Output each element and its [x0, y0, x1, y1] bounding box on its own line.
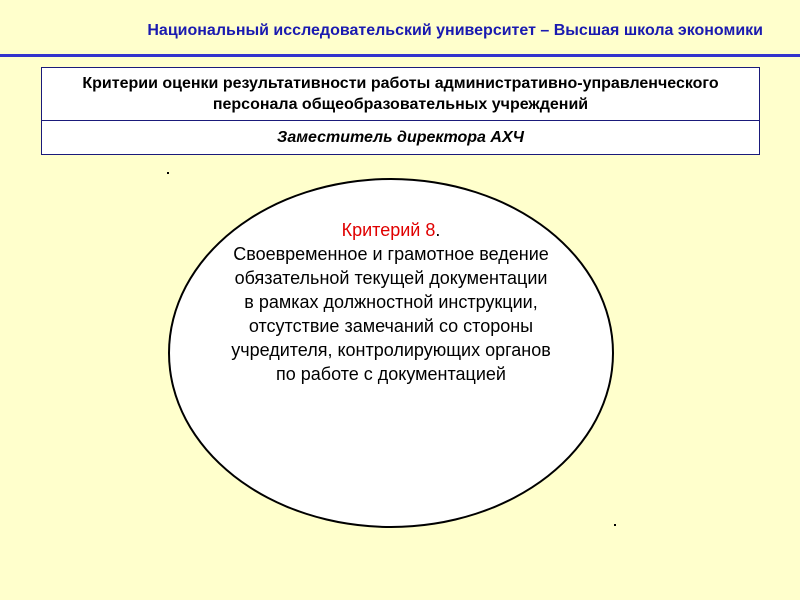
- header-title: Национальный исследовательский университет – Высшая школа экономики: [147, 22, 763, 39]
- criteria-box: [41, 67, 760, 155]
- position-subtitle: Заместитель директора АХЧ: [277, 129, 524, 146]
- header-divider: [0, 54, 800, 57]
- dot-marker: [167, 172, 169, 174]
- criterion-text: [230, 218, 552, 386]
- criteria-title: Критерии оценки результативности работы административно-управленческого персонала общеобразовательных учреждений: [42, 68, 759, 121]
- criterion-heading: Критерий 8: [341, 220, 436, 240]
- criterion-body: Своевременное и грамотное ведение обязательной текущей документации в рамках должностной инструкции, отсутствие замечаний со стороны учредителя, контролирующих органов по работе с документацией: [231, 244, 551, 384]
- criterion-heading-suffix: .: [435, 220, 441, 240]
- dot-marker: [614, 524, 616, 526]
